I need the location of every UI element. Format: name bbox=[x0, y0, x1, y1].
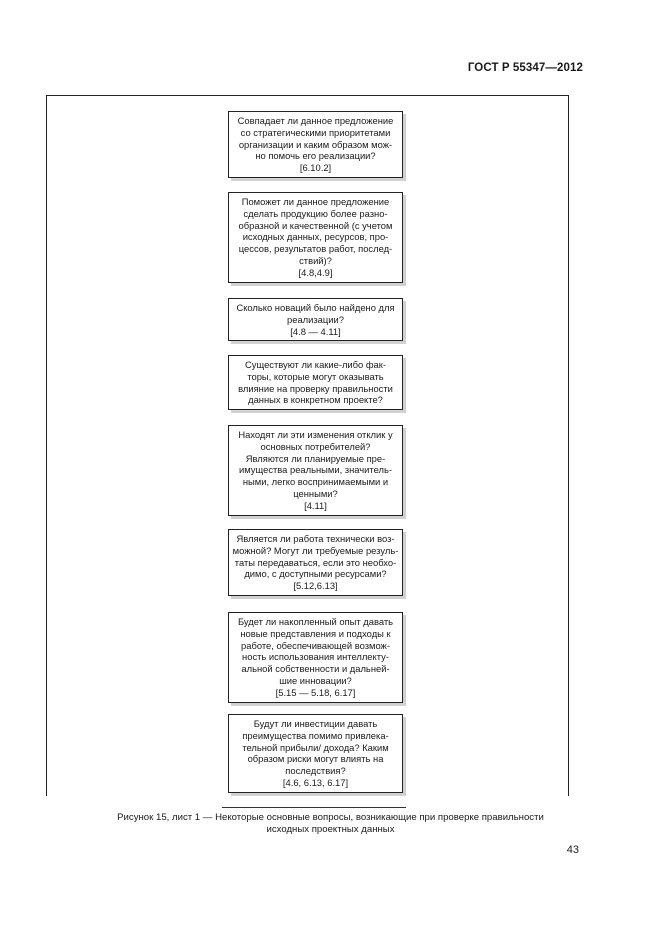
box-2-line: исходных данных, ресурсов, про- bbox=[242, 231, 389, 243]
box-1-line: со стратегическими приоритетами bbox=[240, 126, 391, 138]
caption-divider bbox=[222, 807, 406, 808]
figure-caption bbox=[60, 812, 601, 836]
box-4-line: торы, которые могут оказывать bbox=[247, 370, 384, 382]
box-7-line: шие инновации? bbox=[279, 674, 352, 686]
box-7-line: ность использования интеллекту- bbox=[242, 651, 389, 663]
box-8-line: тельной прибыли/ дохода? Каким bbox=[242, 741, 389, 753]
question-box-8 bbox=[228, 714, 403, 793]
box-6-line: можной? Могут ли требуемые резуль- bbox=[232, 544, 399, 556]
page-number: 43 bbox=[566, 844, 579, 856]
box-8-line: последствия? bbox=[285, 765, 346, 777]
box-5-line: ными, легко воспринимаемыми и bbox=[242, 476, 389, 488]
box-6-line: димо, с доступными ресурсами? bbox=[244, 568, 387, 580]
box-5-line: имущества реальными, значитель- bbox=[239, 464, 392, 476]
box-3-line: реализации? bbox=[287, 313, 344, 325]
box-5-reference: [4.11] bbox=[304, 499, 327, 511]
question-box-3 bbox=[228, 298, 403, 341]
box-2-line: ствий)? bbox=[299, 254, 332, 266]
box-5-line: основных потребителей? bbox=[260, 440, 371, 452]
box-1-reference: [6.10.2] bbox=[299, 162, 332, 174]
question-box-2 bbox=[228, 192, 403, 283]
box-6-reference: [5.12,6.13] bbox=[293, 580, 338, 592]
question-box-4 bbox=[228, 355, 403, 410]
box-7-line: работе, обеспечивающей возмож- bbox=[241, 639, 390, 651]
question-box-7 bbox=[228, 612, 403, 703]
box-6-line: Является ли работа технически воз- bbox=[236, 533, 395, 544]
box-2-line: цессов, результатов работ, послед- bbox=[238, 243, 393, 255]
box-1-line: но помочь его реализации? bbox=[255, 150, 376, 162]
box-4-line: Существуют ли какие-либо фак- bbox=[245, 359, 386, 370]
box-7-line: альной собственности и дальней- bbox=[241, 663, 390, 675]
box-1-line: Совпадает ли данное предложение bbox=[237, 115, 394, 126]
box-8-line: преимущества помимо привлека- bbox=[242, 729, 389, 741]
box-3-line: Сколько новаций было найдено для bbox=[236, 302, 395, 313]
question-box-1 bbox=[228, 111, 403, 178]
box-3-reference: [4.8 — 4.11] bbox=[290, 325, 341, 337]
box-4-line: данных в конкретном проекте? bbox=[248, 394, 383, 406]
box-5-line: ценными? bbox=[293, 487, 338, 499]
question-box-5 bbox=[228, 425, 403, 516]
box-2-reference: [4.8,4.9] bbox=[298, 266, 333, 278]
box-2-line: образной и качественной (с учетом bbox=[238, 219, 393, 231]
caption-line-1: Рисунок 15, лист 1 — Некоторые основные вопросы, возникающие при проверке правильности bbox=[117, 812, 544, 823]
question-box-6 bbox=[228, 529, 403, 596]
box-7-line: новые представления и подходы к bbox=[240, 627, 391, 639]
box-4-line: влияние на проверку правильности bbox=[238, 382, 393, 394]
box-5-line: Являются ли планируемые пре- bbox=[245, 452, 386, 464]
box-7-line: Будет ли накопленный опыт давать bbox=[237, 616, 394, 627]
box-2-line: сделать продукцию более разно- bbox=[243, 207, 388, 219]
box-8-line: Будут ли инвестиции давать bbox=[253, 718, 378, 729]
document-standard-number: ГОСТ Р 55347—2012 bbox=[467, 62, 583, 74]
box-2-line: Поможет ли данное предложение bbox=[241, 196, 390, 207]
box-7-reference: [5.15 — 5.18, 6.17] bbox=[275, 686, 356, 698]
box-6-line: таты передаваться, если это необхо- bbox=[234, 556, 397, 568]
caption-line-2: исходных проектных данных bbox=[266, 824, 395, 835]
box-5-line: Находят ли эти изменения отклик у bbox=[238, 429, 393, 440]
box-8-line: образом риски могут влиять на bbox=[247, 753, 384, 765]
box-8-reference: [4.6, 6.13, 6.17] bbox=[282, 776, 349, 788]
box-1-line: организации и каким образом мож- bbox=[238, 138, 393, 150]
